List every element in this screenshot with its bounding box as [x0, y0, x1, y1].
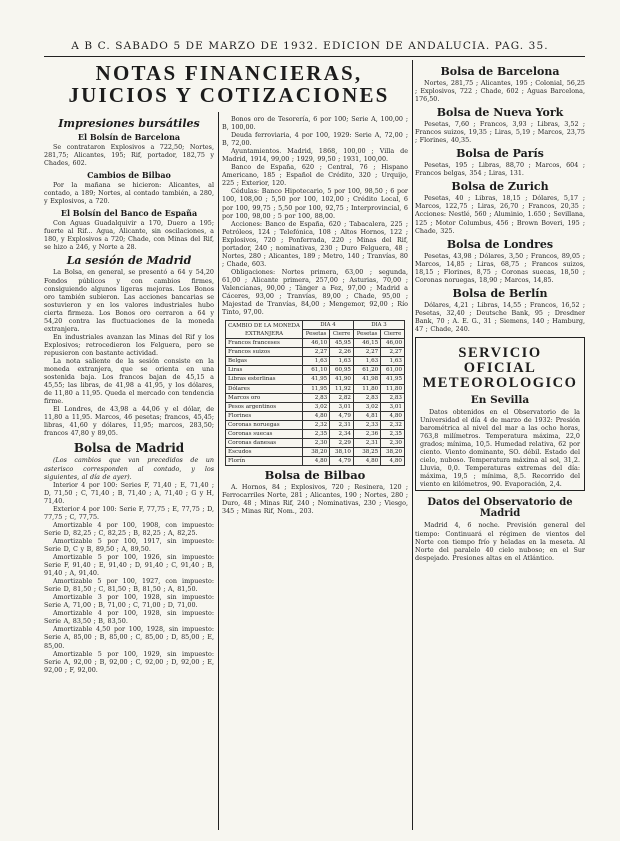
value-cell: 2,35: [381, 429, 405, 438]
paragraph: Datos obtenidos en el Observatorio de la Universidad el día 4 de marzo de 1932: Presión barométrica al nivel del mar a las ocho horas, 763,8 milímetros. Temperatura máxima, 22,0 grados; mínima, 10,5. Humedad relativa, 62 por ciento. Viento dominante, SO. débil. Estado del cielo, nuboso. Temperatura máxima al sol, 31,2. Lluvia, 0,0. Temperaturas extremas del día: máxima, 19,5 ; mínima, 8,5. Recorrido del viento en kilómetros, 90. Evaporación, 2,4.: [420, 407, 580, 489]
currency-name-cell: Florines: [226, 411, 303, 420]
currency-name-cell: Escudos: [226, 447, 303, 456]
value-cell: 41,95: [303, 375, 330, 384]
paragraph: Amortizable 5 por 100, 1929, sin impuesto: Serie A, 92,00 ; B, 92,00 ; C, 92,00 ; D, 92,00 ; E, 92,00 ; F, 92,00.: [44, 649, 214, 674]
paragraph: Pesetas, 40 ; Libras, 18,15 ; Dólares, 5,17 ; Marcos, 122,75 ; Liras, 26,70 ; Francos, 20,35 ; Acciones: Nestlé, 560 ; Aluminio, 1.650 ; Sevillana, 125 ; Motor Columbus, 456 ; Brown Boveri, 195 ; Chade, 325.: [415, 194, 585, 235]
paragraph: El Londres, de 43,98 a 44,06 y el dólar, de 11,80 a 11,95. Marcos, 46 pesetas; francos, 45,45; libras, 41,60 y dólares, 11,95; marcos, 283,50; francos 47,80 y 89,05.: [44, 405, 214, 438]
currency-name-cell: Dólares: [226, 384, 303, 393]
value-cell: 11,80: [353, 384, 380, 393]
value-cell: 3,02: [303, 402, 330, 411]
paragraph: Amortizable 4 por 100, 1908, con impuesto: Serie D, 82,25 ; C, 82,25 ; B, 82,25 ; A, 82,25.: [44, 520, 214, 537]
paragraph: Deuda ferroviaria, 4 por 100, 1929: Serie A, 72,00 ; B, 72,00.: [222, 131, 408, 148]
value-cell: 38,10: [330, 447, 354, 456]
value-cell: 2,32: [303, 420, 330, 429]
value-cell: 2,27: [381, 348, 405, 357]
value-cell: 2,26: [330, 348, 354, 357]
value-cell: 2,31: [353, 438, 380, 447]
paragraph: En industriales avanzan las Minas del Rif y los Explosivos; retrocedieron los Felguera, pero se repusieron con bastante actividad.: [44, 332, 214, 357]
table-row: [226, 375, 405, 384]
paragraph: Bonos oro de Tesorería, 6 por 100; Serie A, 100,00 ; B, 100,00.: [222, 115, 408, 132]
value-cell: 4,80: [353, 456, 380, 465]
section-heading-sevilla: En Sevilla: [470, 393, 530, 406]
table-header-currency: CAMBIO DE LA MONEDA EXTRANJERA: [226, 321, 303, 339]
value-cell: 2,83: [381, 393, 405, 402]
paragraph: Se contrataron Explosivos a 722,50; Nortes, 281,75; Alicantes, 195; Rif, portador, 182,75 y Chades, 602.: [44, 143, 214, 168]
table-row: [226, 366, 405, 375]
table-row: [226, 402, 405, 411]
section-heading-observatorio-madrid: Datos del Observatorio de Madrid: [427, 497, 573, 520]
column-divider-1: [218, 112, 219, 830]
table-subheader: Pesetas: [303, 330, 330, 339]
value-cell: 46,15: [353, 339, 380, 348]
value-cell: 2,35: [303, 429, 330, 438]
value-cell: 41,98: [353, 375, 380, 384]
currency-name-cell: Libras esterlinas: [226, 375, 303, 384]
paragraph: Banco de España, 620 ; Central, 76 ; Hispano Americano, 185 ; Español de Crédito, 320 ; Urquijo, 225 ; Exterior, 120.: [222, 163, 408, 188]
value-cell: 3,01: [381, 402, 405, 411]
paragraph: Nortes, 281,75 ; Alicantes, 195 ; Colonial, 56,25 ; Explosivos, 722 ; Chade, 602 ; Aguas Barcelona, 176,50.: [415, 79, 585, 104]
paragraph: Por la mañana se hicieron: Alicantes, al contado, a 189; Nortes, al contado también, a 280, y Explosivos, a 720.: [44, 181, 214, 206]
section-heading-impresiones: Impresiones bursátiles: [58, 117, 200, 130]
paragraph: Pesetas, 7,60 ; Francos, 3,93 ; Libras, 3,52 ; Francos suizos, 19,35 ; Liras, 5,19 ; Marcos, 23,75 ; Florines, 40,35.: [415, 120, 585, 145]
paragraph: Madrid 4, 6 noche. Previsión general del tiempo: Continuará el régimen de vientos del Norte con tiempo frío y heladas en la meseta. Al Norte del paralelo 40 cielo nuboso; en el Sur despejado. Presiones altas en el Atlántico.: [415, 521, 585, 562]
section-heading-bolsa-berlin: Bolsa de Berlín: [452, 286, 548, 300]
table-row: [226, 384, 405, 393]
column-divider-2: [412, 60, 413, 830]
paragraph: La nota saliente de la sesión consiste en la moneda extranjera, que se orienta en una sostenida baja. Los francos bajan de 45,15 a 45,55; las libras, de 41,98 a 41,95, y los dólares, de 11,80 a 11,95. Queda el mercado con tendencia firme.: [44, 356, 214, 406]
value-cell: 38,20: [381, 447, 405, 456]
currency-name-cell: Francos suizos: [226, 348, 303, 357]
value-cell: 2,34: [330, 429, 354, 438]
currency-name-cell: Francos franceses: [226, 339, 303, 348]
value-cell: 4,80: [381, 456, 405, 465]
value-cell: 2,33: [353, 420, 380, 429]
paragraph: Dólares, 4,21 ; Libras, 14,55 ; Francos, 16,52 ; Pesetas, 32,40 ; Deutsche Bank, 95 ; Dresdner Bank, 70 ; A. E. G., 31 ; Siemens, 140 ; Hamburg, 47 ; Chade, 240.: [415, 300, 585, 333]
value-cell: 11,95: [303, 384, 330, 393]
paragraph: Amortizable 4,50 por 100, 1928, sin impuesto: Serie A, 85,00 ; B, 85,00 ; C, 85,00 ; D, 85,00 ; E, 85,00.: [44, 625, 214, 650]
value-cell: 38,25: [353, 447, 380, 456]
value-cell: 2,31: [330, 420, 354, 429]
section-heading-bolsa-barcelona: Bolsa de Barcelona: [440, 65, 560, 78]
value-cell: 11,80: [381, 384, 405, 393]
section-heading-bolsa-zurich: Bolsa de Zurich: [451, 180, 549, 194]
currency-name-cell: Liras: [226, 366, 303, 375]
weather-box: [415, 337, 585, 491]
paragraph: Amortizable 5 por 100, 1917, sin impuesto: Serie D, C y B, 89,50 ; A, 89,50.: [44, 536, 214, 553]
table-row: [226, 393, 405, 402]
value-cell: 2,27: [353, 348, 380, 357]
currency-name-cell: Pesos argentinos: [226, 402, 303, 411]
paragraph: Amortizable 5 por 100, 1927, con impuesto: Serie D, 81,50 ; C, 81,50 ; B, 81,50 ; A, 81,50.: [44, 577, 214, 594]
paragraph: Acciones: Banco de España, 620 ; Tabacalera, 225 ; Petróleos, 124 ; Telefónica, 108 ; Altos Hornos, 122 ; Explosivos, 720 ; Ponferrada, 220 ; Minas del Rif, portador, 240 ; nominativas, 230 ; Duro Felguera, 48 ; Nortes, 280 ; Alicantes, 189 ; Metro, 140 ; Tranvías, 80 ; Chade, 603.: [222, 219, 408, 268]
value-cell: 2,29: [330, 438, 354, 447]
table-subheader: Pesetas: [353, 330, 380, 339]
section-heading-bolsa-madrid: Bolsa de Madrid: [73, 441, 185, 456]
currency-name-cell: Coronas noruegas: [226, 420, 303, 429]
currency-name-cell: Coronas suecas: [226, 429, 303, 438]
table-header-day4: DIA 4: [303, 321, 354, 330]
section-heading-bolsa-ny: Bolsa de Nueva York: [436, 106, 564, 120]
value-cell: 1,63: [381, 357, 405, 366]
value-cell: 4,80: [381, 411, 405, 420]
subheading-bolsin-barcelona: El Bolsín de Barcelona: [77, 132, 181, 142]
table-row: [226, 438, 405, 447]
value-cell: 46,10: [303, 339, 330, 348]
value-cell: 4,80: [303, 411, 330, 420]
paragraph: Amortizable 3 por 100, 1928, sin impuesto: Serie A, 71,00 ; B, 71,00 ; C, 71,00 ; D, 71,00.: [44, 593, 214, 610]
value-cell: 45,95: [330, 339, 354, 348]
value-cell: 61,10: [303, 366, 330, 375]
column-middle: [222, 115, 408, 830]
value-cell: 61,20: [353, 366, 380, 375]
currency-name-cell: Marcos oro: [226, 393, 303, 402]
value-cell: 38,20: [303, 447, 330, 456]
value-cell: 41,90: [330, 375, 354, 384]
value-cell: 2,30: [303, 438, 330, 447]
value-cell: 46,00: [381, 339, 405, 348]
paragraph: Cédulas: Banco Hipotecario, 5 por 100, 98,50 ; 6 por 100, 108,00 ; 5,50 por 100, 102,00 ; Crédito Local, 6 por 100, 99,75 ; 5,50 por 100, 92,75 ; Interprovincial, 6 por 100, 98,00 ; 5 por 100, 88,00.: [222, 187, 408, 220]
paragraph: (Los cambios que van precedidos de un asterisco corresponden al contado, y los siguientes, al día de ayer).: [44, 456, 214, 481]
table-row: [226, 447, 405, 456]
value-cell: 2,82: [330, 393, 354, 402]
column-right: [415, 60, 585, 830]
exchange-rate-table: [225, 320, 405, 466]
section-heading-bolsa-paris: Bolsa de París: [456, 147, 544, 161]
paragraph: Amortizable 5 por 100, 1926, sin impuesto: Serie F, 91,40 ; E, 91,40 ; D, 91,40 ; C, 91,40 ; B, 91,40 ; A, 91,40.: [44, 553, 214, 578]
paragraph: Exterior 4 por 100: Serie F, 77,75 ; E, 77,75 ; D, 77,75 ; C, 77,75.: [44, 504, 214, 521]
currency-name-cell: Coronas danesas: [226, 438, 303, 447]
running-head: A B C. SABADO 5 DE MARZO DE 1932. EDICION DE ANDALUCIA. PAG. 35.: [71, 40, 549, 52]
table-subheader: Cierre: [330, 330, 354, 339]
table-row: [226, 339, 405, 348]
value-cell: 1,63: [303, 357, 330, 366]
header-rule: [44, 56, 585, 57]
table-subheader: Cierre: [381, 330, 405, 339]
column-left: [44, 114, 214, 830]
section-heading-bolsa-bilbao: Bolsa de Bilbao: [264, 467, 366, 482]
paragraph: Pesetas, 43,98 ; Dólares, 3,50 ; Francos, 89,05 ; Marcos, 14,85 ; Liras, 68,75 ; Francos suizos, 18,15 ; Florines, 8,75 ; Coronas suecas, 18,50 ; Coronas noruegas, 18,90 ; Marcos, 14,85.: [415, 251, 585, 284]
value-cell: 2,36: [353, 429, 380, 438]
value-cell: 2,32: [381, 420, 405, 429]
value-cell: 41,95: [381, 375, 405, 384]
value-cell: 61,00: [381, 366, 405, 375]
page-title: NOTAS FINANCIERAS, JUICIOS Y COTIZACIONES: [68, 61, 390, 107]
paragraph: Amortizable 4 por 100, 1928, sin impuesto: Serie A, 83,50 ; B, 83,50.: [44, 609, 214, 626]
paragraph: Ayuntamientos. Madrid, 1868, 100,00 ; Villa de Madrid, 1914, 99,00 ; 1929, 99,50 ; 1931, 100,00.: [222, 147, 408, 164]
table-row: [226, 357, 405, 366]
exchange-rate-rows: [226, 339, 405, 466]
paragraph: La Bolsa, en general, se presentó a 64 y 54,20 Fondos públicos y con cambios firmes, consiguiendo algunos ligeras mejoras. Los Bonos oro también subieron. Las acciones bancarias se sostuvieron y en los valores industriales hubo cierta firmeza. Los Bonos oro cerraron a 64 y 54,20 contra las fluctuaciones de la moneda extranjera.: [44, 268, 214, 333]
table-row: [226, 456, 405, 465]
paragraph: Interior 4 por 100: Series F, 71,40 ; E, 71,40 ; D, 71,50 ; C, 71,40 ; B, 71,40 ; A, 71,40 ; G y H, 71,40.: [44, 480, 214, 505]
value-cell: 3,02: [353, 402, 380, 411]
subheading-cambios-bilbao: Cambios de Bilbao: [87, 170, 171, 181]
table-header-day3: DIA 3: [353, 321, 404, 330]
value-cell: 4,79: [330, 411, 354, 420]
paragraph: Con Aguas Guadalquivir a 170, Duero a 195; fuerte al Rif... Agua, Alicante, sin oscilaciones, a 180, y Explosivos a 720; Chade, con Minas del Rif, se hizo a 246, y Norte a 28.: [44, 219, 214, 252]
paragraph: A. Hornos, 84 ; Explosivos, 720 ; Resinera, 120 ; Ferrocarriles Norte, 281 ; Alicantes, 190 ; Nortes, 280 ; Duro, 48 ; Minas Rif, 240 ; Nominativas, 230 ; Viesgo, 345 ; Minas Rif, Nom., 203.: [222, 482, 408, 516]
value-cell: 2,83: [353, 393, 380, 402]
section-heading-sesion-madrid: La sesión de Madrid: [66, 254, 192, 268]
value-cell: 1,63: [353, 357, 380, 366]
value-cell: 11,92: [330, 384, 354, 393]
paragraph: Obligaciones: Nortes primera, 63,00 ; segunda, 61,00 ; Alicante primera, 257,00 ; Asturias, 70,00 ; Valencianas, 90,00 ; Tánger a Fez, 97,00 ; Madrid a Cáceres, 93,00 ; Tranvías, 89,00 ; Chade, 95,00 ; Majestad de Tranvías, 84,00 ; Mengemor, 92,00 ; Río Tinto, 97,00.: [222, 267, 408, 317]
value-cell: 4,79: [330, 456, 354, 465]
table-row: [226, 348, 405, 357]
value-cell: 1,63: [330, 357, 354, 366]
value-cell: 2,27: [303, 348, 330, 357]
value-cell: 4,80: [303, 456, 330, 465]
table-row: [226, 420, 405, 429]
table-row: [226, 411, 405, 420]
value-cell: 2,30: [381, 438, 405, 447]
currency-name-cell: Florín: [226, 456, 303, 465]
table-row: [226, 429, 405, 438]
paragraph: Pesetas, 195 ; Libras, 88,70 ; Marcos, 604 ; Francos belgas, 354 ; Liras, 131.: [415, 161, 585, 178]
weather-service-title: SERVICIO OFICIAL METEOROLOGICO: [422, 344, 578, 391]
value-cell: 4,81: [353, 411, 380, 420]
section-heading-bolsa-londres: Bolsa de Londres: [446, 237, 554, 251]
subheading-bolsin-banco: El Bolsín del Banco de España: [60, 208, 198, 219]
currency-name-cell: Belgas: [226, 357, 303, 366]
value-cell: 3,01: [330, 402, 354, 411]
value-cell: 60,95: [330, 366, 354, 375]
value-cell: 2,83: [303, 393, 330, 402]
